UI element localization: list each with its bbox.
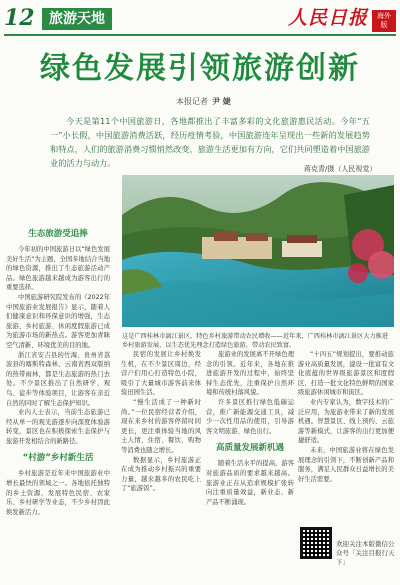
- article-lead: 今天是第11个中国旅游日，各地都推出了丰富多彩的文化旅游惠民活动。今年“五一”小长假，中国旅游消费活跃，经历疫情考验，中国旅游连年呈现出一些新的发展趋势和特点，人们的旅游消费习惯悄然改变，旅游生活更加有方向，它们共同塑造着中国旅游业的活力与动力。: [50, 116, 370, 168]
- section-title: 旅游天地: [42, 8, 112, 30]
- paragraph: 未来，中国旅游业将在绿色发展理念的引领下，不断创新产品和服务，满足人民群众日益增长的美好生活需要。: [298, 446, 394, 483]
- landscape-photo: [122, 175, 394, 327]
- qr-caption: 欢迎关注本版微信公众号「关注目报行天下」: [336, 540, 395, 566]
- paragraph: 乡村旅游是近年来中国旅游业中增长最快的领域之一。各地依托独特的乡土资源，发展特色民宿、农家乐、乡村研学等业态，不少乡村因此焕发新活力。: [6, 470, 110, 516]
- page-header: [4, 4, 396, 34]
- subhead-eco-tourism: 生态旅游受追捧: [28, 229, 88, 239]
- paragraph: 业内人士表示，当前生态旅游已经从单一的观光游逐步向深度体验游转变，景区也在积极探索生态保护与旅游开发相结合的新路径。: [6, 409, 110, 445]
- page-number: 12: [4, 5, 35, 31]
- paragraph: 今年初的中国旅游日以“绿色发展 美好生活”为主题，全国多地结合当地的绿色资源，推出了生态旅游活动产品。绿色旅游越来越成为游客出行的重要选择。: [6, 246, 110, 292]
- subhead-quality-development: 高质量发展新机遇: [215, 443, 284, 454]
- column-4: [298, 350, 394, 520]
- paragraph: “慢生活成了一种新时尚。”一位民宿经营者介绍，现在来乡村的游客停留时间更长，更注重体验当地的风土人情，住宿、餐饮、购物等消费也随之增长。: [121, 398, 201, 454]
- column-3: [206, 350, 294, 580]
- paragraph: 浙江省安吉县的竹海、贵州省荔波县的喀斯特森林、云南省西双版纳的热带雨林，都是生态旅游的热门去处。不少景区推出了自然研学、观鸟、徒步等体验项目，让游客在亲近自然的同时了解生态保护知识。: [6, 351, 110, 407]
- subhead-village-tourism: “村游”乡村新生活: [22, 453, 94, 464]
- paragraph: 民宿的发展让乡村焕发生机，在不少景区周边，经营户们用心打造特色小院，吸引了大量城市游客前来体验田园生活。: [121, 351, 201, 397]
- byline: [176, 96, 231, 107]
- paragraph: 随着生活水平的提高，游客对旅游品质的要求越来越高。旅游业正在从追求规模扩张转向注重质量效益，新业态、新产品不断涌现。: [206, 460, 294, 506]
- paragraph: 旅游业的发展离不开绿色理念的引领。近年来，各地在推进旅游开发的过程中，始终坚持生态优先，注重保护自然环境和传统村落风貌。: [206, 351, 294, 397]
- photo-credit: 蒋克青/摄（人民视觉）: [304, 165, 377, 173]
- paragraph: 业内专家认为，数字技术的广泛应用，为旅游业带来了新的发展机遇。智慧景区、线上预约、云旅游等新模式，让游客的出行更加便捷舒适。: [298, 398, 394, 445]
- lake-village-photo-illustration: [122, 175, 394, 327]
- column-2: [121, 350, 201, 580]
- paragraph: 数据显示，乡村旅游正在成为推动乡村振兴的重要力量，越来越多的农民吃上了“旅游饭”。: [121, 456, 201, 493]
- wechat-qr-code[interactable]: [300, 527, 332, 559]
- paragraph: 许多景区推行绿色低碳运营，推广新能源交通工具，减少一次性用品的使用，引导游客文明旅游、绿色出行。: [206, 398, 294, 435]
- article-headline: 绿色发展引领旅游创新: [40, 51, 360, 86]
- paragraph: “十四五”规划提出，要推动旅游业高质量发展，建设一批富有文化底蕴的世界级旅游景区和度假区，打造一批文化特色鲜明的国家级旅游休闲城市和街区。: [298, 351, 394, 397]
- newspaper-logo: 人民日报: [287, 7, 368, 29]
- logo-edition-tag: 海外版: [372, 10, 396, 32]
- byline-name: 尹 婕: [212, 97, 231, 106]
- byline-prefix: 本报记者: [176, 97, 208, 106]
- paragraph: 中国旅游研究院发布的《2022年中国旅游业发展报告》显示，随着人们健康意识和环保意识的增强，生态旅游、乡村旅游、休闲度假旅游已成为旅游市场的新热点。游客更加青睐空气清新、环境优美的目的地。: [6, 293, 110, 349]
- photo-caption: 这是广西桂林市漓江景区，特色乡村旅游带动农民增收——近年来，广西桂林市漓江景区大力推进乡村旅游发展，以生态优先理念打造绿色旅游，带动农民致富。: [122, 333, 389, 349]
- header-rule: [4, 34, 396, 36]
- column-1: [6, 228, 110, 578]
